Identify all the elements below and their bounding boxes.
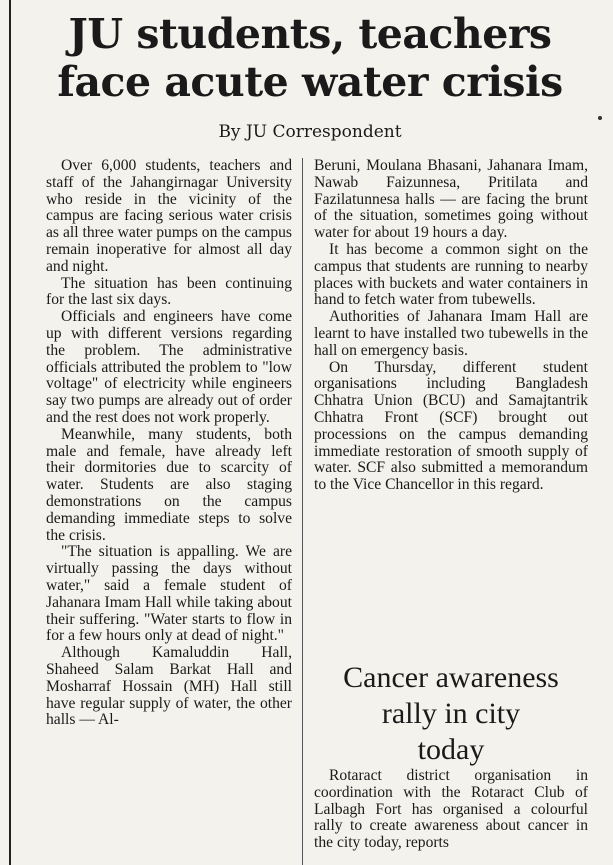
paragraph: "The situation is appalling. We are virtually passing the days without water," said a female student of Jahanara Imam Hall while taking about their suffering. "Water starts to flow in for a few hours only at dead of night." bbox=[46, 543, 292, 645]
paragraph: It has become a common sight on the campus that students are running to nearby places with buckets and water containers in hand to fetch water from tubewells. bbox=[314, 240, 588, 309]
paragraph: The situation has been continuing for the last six days. bbox=[46, 274, 292, 309]
second-headline-line-3: today bbox=[417, 733, 485, 766]
second-article-body bbox=[314, 768, 588, 852]
paragraph: Although Kamaluddin Hall, Shaheed Salam Barkat Hall and Mosharraf Hossain (MH) Hall still have regular supply of water, the other halls — Al- bbox=[46, 644, 292, 729]
headline-line-1: JU students, teachers bbox=[68, 10, 552, 58]
article-column-2 bbox=[314, 158, 588, 494]
article-column-1 bbox=[46, 158, 292, 729]
second-headline-line-2: rally in city bbox=[381, 697, 521, 730]
paragraph: On Thursday, different student organisations including Bangladesh Chhatra Union (BCU) and Samajtantrik Chhatra Front (SCF) brought out processions on the campus demanding immediate restoration of smooth supply of water. SCF also submitted a memorandum to the Vice Chancellor in this regard. bbox=[314, 358, 588, 494]
paragraph: Officials and engineers have come up with different versions regarding the problem. The administrative officials attributed the problem to "low voltage" of electricity while engineers say two pumps are already out of order and the rest does not work properly. bbox=[46, 308, 292, 426]
article-headline bbox=[12, 10, 608, 106]
print-speck bbox=[598, 116, 602, 120]
paragraph: Over 6,000 students, teachers and staff of the Jahangirnagar University who reside in the vicinity of the campus are facing serious water crisis as all three water pumps on the campus remain inoperative for almost all day and night. bbox=[46, 157, 292, 275]
column-divider bbox=[302, 158, 303, 865]
second-headline-line-1: Cancer awareness bbox=[343, 661, 559, 694]
headline-line-2: face acute water crisis bbox=[57, 58, 563, 106]
paragraph: Rotaract district organisation in coordination with the Rotaract Club of Lalbagh Fort has organised a colourful rally to create awareness about cancer in the city today, reports bbox=[314, 767, 588, 852]
paragraph-continued: Beruni, Moulana Bhasani, Jahanara Imam, Nawab Faizunnesa, Pritilata and Fazilatunnesa halls — are facing the brunt of the situation, sometimes going without water for about 19 hours a day. bbox=[314, 157, 588, 242]
paragraph: Meanwhile, many students, both male and female, have already left their dormitories due to scarcity of water. Students are also staging demonstrations on the campus demanding immediate steps to solve the crisis. bbox=[46, 425, 292, 544]
paragraph: Authorities of Jahanara Imam Hall are learnt to have installed two tubewells in the hall on emergency basis. bbox=[314, 308, 588, 359]
second-article-headline bbox=[314, 660, 588, 768]
byline: By JU Correspondent bbox=[218, 122, 402, 142]
left-column-rule bbox=[9, 0, 11, 865]
